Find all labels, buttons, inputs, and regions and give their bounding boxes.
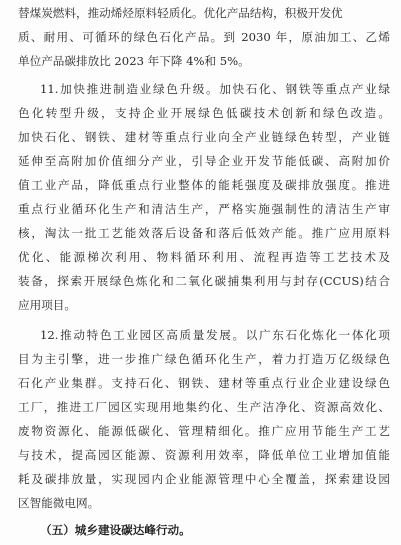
- text-line: 重点行业循环化生产和清洁生产，严格实施强制性的清洁生产审: [18, 202, 390, 216]
- text-line: 耗及碳排放量，实现园内企业能源管理中心全覆盖，探索建设园: [18, 472, 390, 486]
- text-line: 工厂，推进工厂园区实现用地集约化、生产洁净化、资源高效化、: [18, 400, 390, 414]
- text-line: 优化、能源梯次利用、物料循环利用、流程再造等工艺技术及: [18, 250, 390, 264]
- text-line: 色化转型升级，支持企业开展绿色低碳技术创新和绿色改造。: [18, 106, 390, 120]
- text-line: 与技术，提高园区能源、资源利用效率，降低单位工业增加值能: [18, 448, 390, 462]
- section-5-heading: （五）城乡建设碳达峰行动。: [40, 523, 191, 537]
- text-line: 区智能微电网。: [18, 496, 100, 510]
- text-line: 装备，探索开展绿色炼化和二氧化碳捕集利用与封存(CCUS)结合: [18, 274, 390, 288]
- text-line: 延伸至高附加价值细分产业，引导企业开发节能低碳、高附加价: [18, 154, 390, 168]
- text-line: 应用项目。: [18, 298, 76, 312]
- text-line: 核，淘汰一批工艺能效落后设备和落后低效产能。推广应用原料: [18, 226, 390, 240]
- text-line: 废物资源化、能源低碳化、管理精细化。推广应用节能生产工艺: [18, 424, 390, 438]
- text-line: 单位产品碳排放比 2023 年下降 4%和 5%。: [18, 54, 250, 68]
- text-line: 石化产业集群。支持石化、钢铁、建材等重点行业企业建设绿色: [18, 376, 390, 390]
- text-line: 加快石化、钢铁、建材等重点行业向全产业链绿色转型，产业链: [18, 130, 390, 144]
- section-12-heading-line: 12.推动特色工业园区高质量发展。以广东石化炼化一体化项: [40, 328, 390, 342]
- text-line: 替煤炭燃料，推动烯烃原料轻质化。优化产品结构，积极开发优: [18, 6, 343, 20]
- text-line: 目为主引擎，进一步推广绿色循环化生产，着力打造万亿级绿色: [18, 352, 390, 366]
- text-line: 质、耐用、可循环的绿色石化产品。到 2030 年，原油加工、乙烯: [18, 30, 390, 44]
- section-11-heading-line: 11.加快推进制造业绿色升级。加快石化、钢铁等重点产业绿: [40, 82, 390, 96]
- text-line: 值工业产品，降低重点行业整体的能耗强度及碳排放强度。推进: [18, 178, 390, 192]
